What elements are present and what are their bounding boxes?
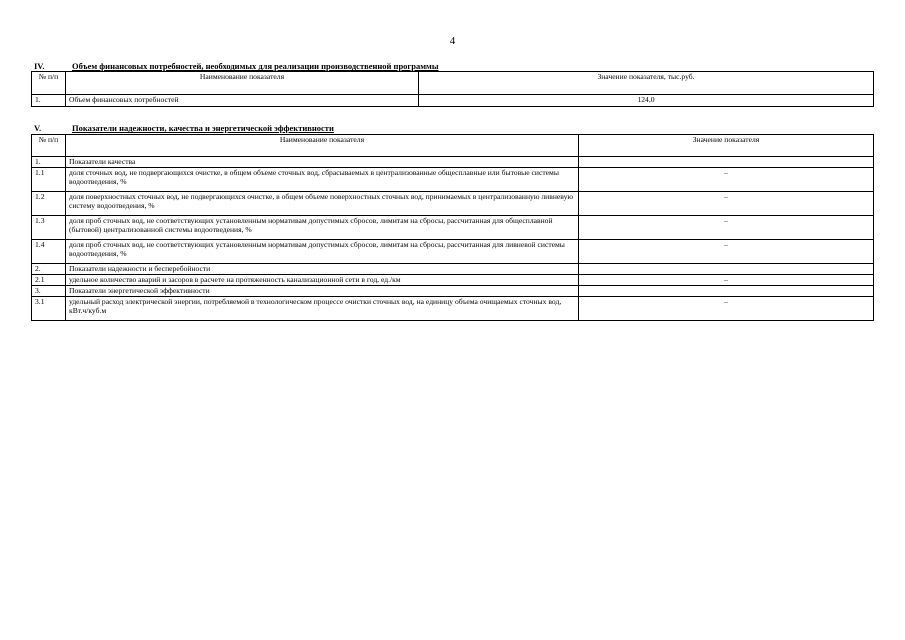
row-name: удельный расход электрической энергии, потребляемой в технологическом процессе очистки сточных вод, на единицу объема очищаемых сточных вод, кВт.ч/куб.м xyxy=(66,297,579,321)
row-name: Объем финансовых потребностей xyxy=(66,95,419,107)
row-num: 2. xyxy=(32,264,66,275)
row-value: – xyxy=(579,240,874,264)
row-value xyxy=(579,286,874,297)
row-name: Показатели качества xyxy=(66,157,579,168)
row-value: – xyxy=(579,297,874,321)
table-row xyxy=(32,297,874,321)
section-4-heading xyxy=(34,61,438,71)
table-row xyxy=(32,264,874,275)
row-num: 1. xyxy=(32,157,66,168)
row-name: Показатели надежности и бесперебойности xyxy=(66,264,579,275)
row-value: – xyxy=(579,216,874,240)
table-row xyxy=(32,95,874,107)
row-name: доля сточных вод, не подвергающихся очистке, в общем объеме сточных вод, сбрасываемых в централизованные общесплавные или бытовые системы водоотведения, % xyxy=(66,168,579,192)
row-name: доля поверхностных сточных вод, не подвергающихся очистке, в общем объеме поверхностных сточных вод, принимаемых в централизованную ливневую систему водоотведения, % xyxy=(66,192,579,216)
table-row xyxy=(32,157,874,168)
row-value: – xyxy=(579,275,874,286)
table-header-row xyxy=(32,135,874,157)
row-value: – xyxy=(579,192,874,216)
row-value xyxy=(579,157,874,168)
row-name: Показатели энергетической эффективности xyxy=(66,286,579,297)
row-num: 3. xyxy=(32,286,66,297)
header-value: Значение показателя xyxy=(579,135,874,157)
page-number: 4 xyxy=(449,35,456,47)
table-row xyxy=(32,275,874,286)
row-num: 1.4 xyxy=(32,240,66,264)
financial-needs-table xyxy=(31,71,874,107)
table-row xyxy=(32,216,874,240)
table-header-row xyxy=(32,72,874,95)
header-num: № п/п xyxy=(32,135,66,157)
table-row xyxy=(32,286,874,297)
row-name: доля проб сточных вод, не соответствующих установленным нормативам допустимых сбросов, лимитам на сбросы, рассчитанная для ливневой системы водоотведения, % xyxy=(66,240,579,264)
row-name: доля проб сточных вод, не соответствующих установленным нормативам допустимых сбросов, лимитам на сбросы, рассчитанная для общесплавной (бытовой) централизованной системы водоотведения, % xyxy=(66,216,579,240)
table-row xyxy=(32,240,874,264)
header-num: № п/п xyxy=(32,72,66,95)
row-value xyxy=(579,264,874,275)
section-4-title: Объем финансовых потребностей, необходимых для реализации производственной программы xyxy=(72,61,439,71)
section-5-heading xyxy=(34,123,334,133)
row-name: удельное количество аварий и засоров в расчете на протяженность канализационной сети в год, ед./км xyxy=(66,275,579,286)
table-row xyxy=(32,192,874,216)
row-num: 1.3 xyxy=(32,216,66,240)
row-num: 1.1 xyxy=(32,168,66,192)
header-name: Наименование показателя xyxy=(66,135,579,157)
row-value: – xyxy=(579,168,874,192)
section-4-number: IV. xyxy=(34,61,45,71)
row-num: 3.1 xyxy=(32,297,66,321)
section-5-number: V. xyxy=(34,123,42,133)
section-5-title: Показатели надежности, качества и энергетической эффективности xyxy=(72,123,334,133)
row-value: 124,0 xyxy=(419,95,874,107)
header-value: Значение показателя, тыс.руб. xyxy=(419,72,874,95)
table-row xyxy=(32,168,874,192)
header-name: Наименование показателя xyxy=(66,72,419,95)
row-num: 1.2 xyxy=(32,192,66,216)
row-num: 1. xyxy=(32,95,66,107)
row-num: 2.1 xyxy=(32,275,66,286)
reliability-quality-table xyxy=(31,134,874,321)
